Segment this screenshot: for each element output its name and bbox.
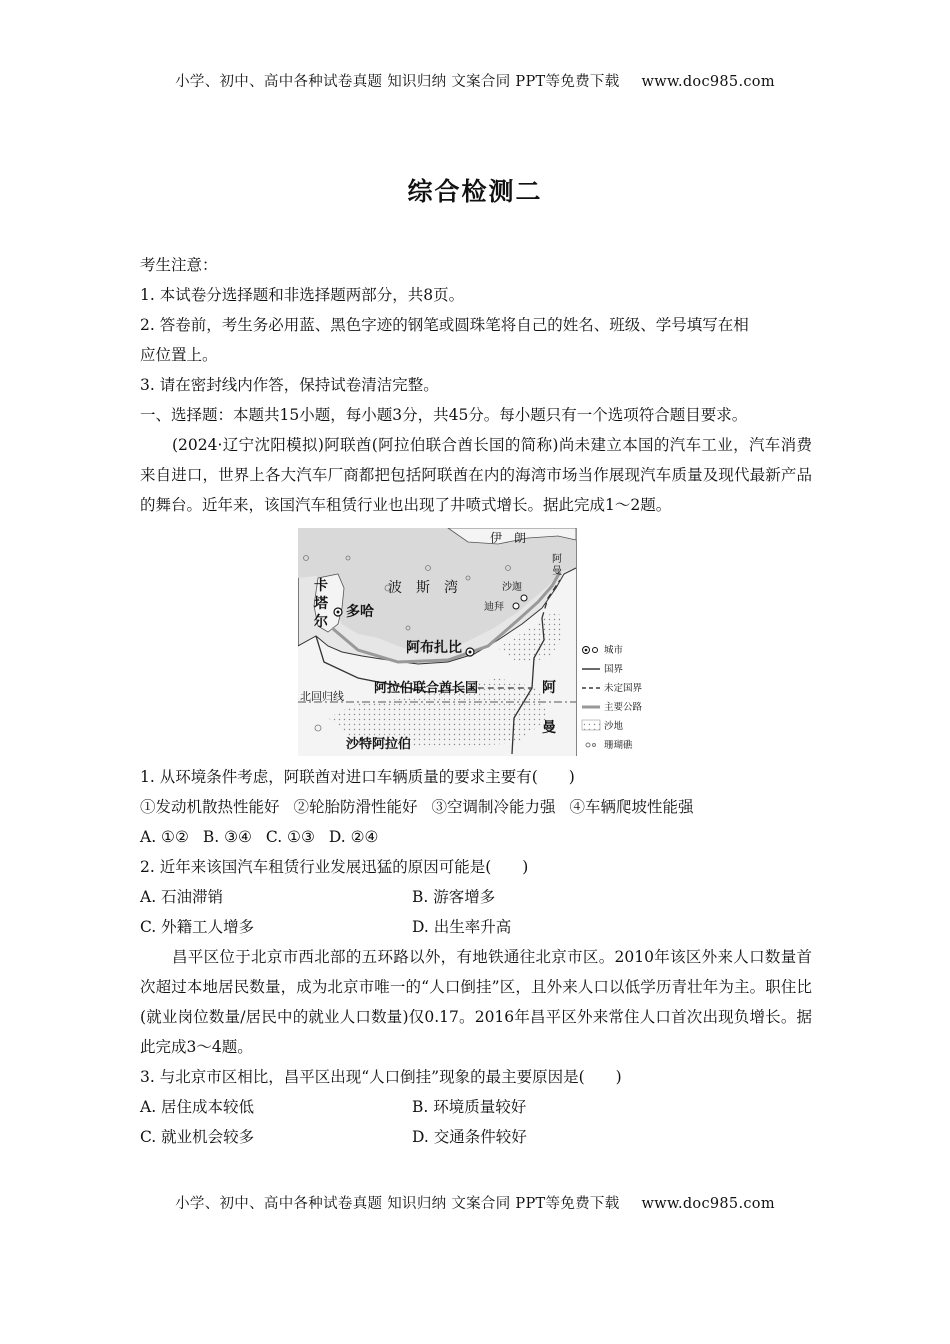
section-heading: 一、选择题：本题共15小题，每小题3分，共45分。每小题只有一个选项符合题目要求。 <box>140 406 748 424</box>
q2-option-b[interactable]: B. 游客增多 <box>412 888 496 906</box>
q1-option-c[interactable]: C. ①③ <box>265 828 315 846</box>
label-oman-north-1: 阿 <box>552 554 562 565</box>
label-doha: 多哈 <box>346 604 374 620</box>
header-text: 小学、初中、高中各种试卷真题 知识归纳 文案合同 PPT等免费下载 <box>175 74 620 90</box>
label-saudi: 沙特阿拉伯 <box>346 737 412 752</box>
label-sharjah: 沙迦 <box>502 582 522 593</box>
exam-body <box>140 250 812 1152</box>
q1-item: ②轮胎防滑性能好 <box>293 798 418 816</box>
legend-sand: 沙地 <box>604 721 624 732</box>
passage-1: (2024·辽宁沈阳模拟)阿联酋(阿拉伯联合酋长国的简称)尚未建立本国的汽车工业，汽车消费来自进口，世界上各大汽车厂商都把包括阿联酋在内的海湾市场当作展现汽车质量及现代最新产品的舞台。近年来，该国汽车租赁行业也出现了井喷式增长。据此完成1～2题。 <box>140 436 812 514</box>
q3-options-row-2 <box>140 1122 812 1152</box>
dubai-city-icon <box>513 603 519 609</box>
q1-item: ④车辆爬坡性能强 <box>569 798 694 816</box>
notice-item-1: 1. 本试卷分选择题和非选择题两部分，共8页。 <box>140 286 465 304</box>
header-url[interactable]: www.doc985.com <box>641 74 775 90</box>
q1-stem: 1. 从环境条件考虑，阿联酋对进口车辆质量的要求主要有( ) <box>140 768 575 786</box>
q1-option-a[interactable]: A. ①② <box>140 828 189 846</box>
q1-option-b[interactable]: B. ③④ <box>202 828 252 846</box>
label-qatar-2: 塔 <box>314 596 328 612</box>
notice-item-2-line-1: 2. 答卷前，考生务必用蓝、黑色字迹的钢笔或圆珠笔将自己的姓名、班级、学号填写在相 <box>140 316 749 334</box>
label-iran: 伊 朗 <box>490 531 527 545</box>
label-abudhabi: 阿布扎比 <box>406 640 462 656</box>
map-legend <box>582 644 643 751</box>
page-header <box>0 70 950 91</box>
q2-stem: 2. 近年来该国汽车租赁行业发展迅猛的原因可能是( ) <box>140 858 529 876</box>
footer-text: 小学、初中、高中各种试卷真题 知识归纳 文案合同 PPT等免费下载 <box>175 1196 620 1212</box>
label-dubai: 迪拜 <box>484 602 504 613</box>
q1-item: ①发动机散热性能好 <box>140 798 280 816</box>
q1-option-d[interactable]: D. ②④ <box>328 828 379 846</box>
q2-options-row-1 <box>140 882 812 912</box>
q1-options <box>140 822 812 852</box>
q1-item: ③空调制冷能力强 <box>431 798 556 816</box>
sharjah-city-icon <box>521 595 527 601</box>
legend-border: 国界 <box>604 664 624 675</box>
passage-2: 昌平区位于北京市西北部的五环路以外，有地铁通往北京市区。2010年该区外来人口数量首次超过本地居民数量，成为北京市唯一的“人口倒挂”区，且外来人口以低学历青壮年为主。职住比(就业岗位数量/居民中的就业人口数量)仅0.17。2016年昌平区外来常住人口首次出现负增长。据此完成3～4题。 <box>140 948 812 1056</box>
label-oman-1: 阿 <box>542 680 556 696</box>
q3-option-d[interactable]: D. 交通条件较好 <box>412 1128 527 1146</box>
legend-coral-icon <box>586 743 590 747</box>
notice-heading: 考生注意： <box>140 256 218 274</box>
doha-city-dot <box>337 611 340 614</box>
uae-map <box>298 528 658 756</box>
label-qatar-3: 尔 <box>314 614 328 630</box>
label-qatar-1: 卡 <box>314 578 328 594</box>
q3-options-row-1 <box>140 1092 812 1122</box>
page-footer <box>0 1192 950 1213</box>
legend-coral: 珊瑚礁 <box>604 740 633 751</box>
legend-city: 城市 <box>604 645 624 656</box>
legend-sand-swatch <box>582 720 600 730</box>
footer-url[interactable]: www.doc985.com <box>641 1196 775 1212</box>
notice-item-2-line-2: 应位置上。 <box>140 346 218 364</box>
q3-option-b[interactable]: B. 环境质量较好 <box>412 1098 527 1116</box>
label-oman-north-2: 曼 <box>552 566 562 577</box>
q2-option-c[interactable]: C. 外籍工人增多 <box>140 918 255 936</box>
uae-map-figure <box>298 528 658 756</box>
abudhabi-city-dot <box>469 651 472 654</box>
q1-items <box>140 792 812 822</box>
q3-option-c[interactable]: C. 就业机会较多 <box>140 1128 255 1146</box>
label-tropic: 北回归线 <box>300 690 344 703</box>
q2-option-a[interactable]: A. 石油滞销 <box>140 888 224 906</box>
label-gulf: 波 斯 湾 <box>388 580 458 596</box>
label-uae: 阿拉伯联合酋长国 <box>374 681 479 696</box>
label-oman-2: 曼 <box>542 720 556 736</box>
q3-stem: 3. 与北京市区相比，昌平区出现“人口倒挂”现象的最主要原因是( ) <box>140 1068 622 1086</box>
notice-item-3: 3. 请在密封线内作答，保持试卷清洁完整。 <box>140 376 439 394</box>
page-title: 综合检测二 <box>407 177 543 206</box>
legend-undefined: 未定国界 <box>604 683 643 694</box>
q2-option-d[interactable]: D. 出生率升高 <box>412 918 512 936</box>
q2-options-row-2 <box>140 912 812 942</box>
q3-option-a[interactable]: A. 居住成本较低 <box>140 1098 255 1116</box>
legend-road: 主要公路 <box>604 702 643 713</box>
